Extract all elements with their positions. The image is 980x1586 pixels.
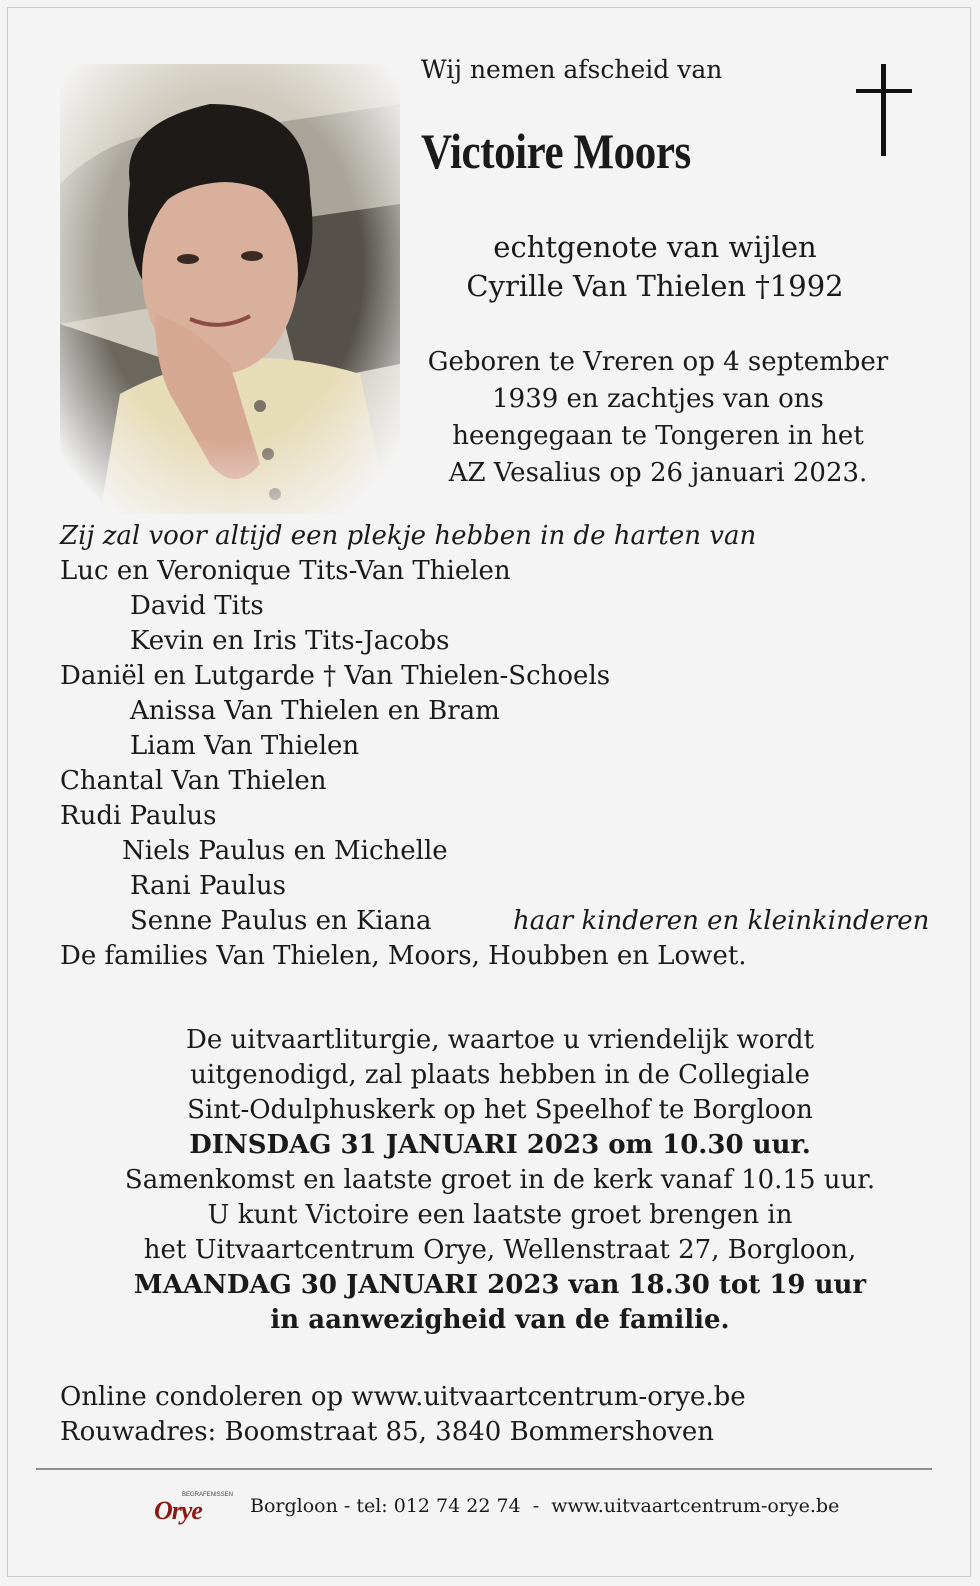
- footer-contact: Borgloon - tel: 012 74 22 74 - www.uitvaartcentrum-orye.be: [250, 1495, 840, 1517]
- family-member: Rudi Paulus: [60, 801, 217, 831]
- family-member: Liam Van Thielen: [130, 731, 360, 761]
- family-list: [60, 519, 940, 974]
- intro-text: Wij nemen afscheid van: [421, 55, 723, 84]
- orye-logo: [152, 1488, 234, 1526]
- spouse-info: [420, 228, 890, 306]
- birth-line: Geboren te Vreren op 4 september: [427, 347, 889, 377]
- birth-line: AZ Vesalius op 26 januari 2023.: [448, 458, 868, 488]
- ceremony-line: U kunt Victoire een laatste groet brengen in: [207, 1200, 793, 1230]
- extended-families: De families Van Thielen, Moors, Houbben en Lowet.: [60, 941, 747, 971]
- footer-divider: [36, 1468, 932, 1470]
- footer: [150, 1488, 850, 1528]
- ceremony-info: [60, 1023, 940, 1338]
- family-intro: Zij zal voor altijd een plekje hebben in de harten van: [60, 521, 757, 551]
- family-member: Rani Paulus: [130, 871, 286, 901]
- family-member: Kevin en Iris Tits-Jacobs: [130, 626, 450, 656]
- relation-suffix: haar kinderen en kleinkinderen: [513, 906, 930, 936]
- birth-line: heengegaan te Tongeren in het: [452, 421, 864, 451]
- latin-cross-icon: [856, 64, 912, 156]
- family-member: Niels Paulus en Michelle: [122, 836, 448, 866]
- ceremony-date: DINSDAG 31 JANUARI 2023 om 10.30 uur.: [189, 1130, 811, 1160]
- ceremony-line: uitgenodigd, zal plaats hebben in de Collegiale: [190, 1060, 810, 1090]
- mourning-address: Rouwadres: Boomstraat 85, 3840 Bommershoven: [60, 1417, 715, 1447]
- family-member: Chantal Van Thielen: [60, 766, 327, 796]
- visitation-note: in aanwezigheid van de familie.: [270, 1305, 730, 1335]
- visitation-date: MAANDAG 30 JANUARI 2023 van 18.30 tot 19 uur: [133, 1270, 867, 1300]
- ceremony-line: het Uitvaartcentrum Orye, Wellenstraat 27, Borgloon,: [143, 1235, 857, 1265]
- logo-word: Orye: [154, 1496, 202, 1525]
- ceremony-line: Samenkomst en laatste groet in de kerk vanaf 10.15 uur.: [124, 1165, 876, 1195]
- birth-line: 1939 en zachtjes van ons: [492, 384, 824, 414]
- family-member: Luc en Veronique Tits-Van Thielen: [60, 556, 511, 586]
- ceremony-line: De uitvaartliturgie, waartoe u vriendelijk wordt: [186, 1025, 814, 1055]
- online-condolence: Online condoleren op www.uitvaartcentrum-orye.be: [60, 1382, 746, 1412]
- family-member-row: [60, 904, 940, 939]
- logo-subtitle: BEGRAFENISSEN: [182, 1492, 234, 1498]
- spouse-line-1: echtgenote van wijlen: [493, 230, 817, 264]
- family-member: Senne Paulus en Kiana: [130, 906, 432, 936]
- ceremony-line: Sint-Odulphuskerk op het Speelhof te Borgloon: [187, 1095, 813, 1125]
- birth-death-info: [408, 344, 908, 492]
- spouse-line-2: Cyrille Van Thielen †1992: [466, 269, 844, 303]
- contact-info: [60, 1380, 746, 1450]
- deceased-name: Victoire Moors: [421, 123, 691, 179]
- family-member: Anissa Van Thielen en Bram: [130, 696, 500, 726]
- portrait-photo: [60, 64, 400, 514]
- family-member: David Tits: [130, 591, 264, 621]
- family-member: Daniël en Lutgarde † Van Thielen-Schoels: [60, 661, 611, 691]
